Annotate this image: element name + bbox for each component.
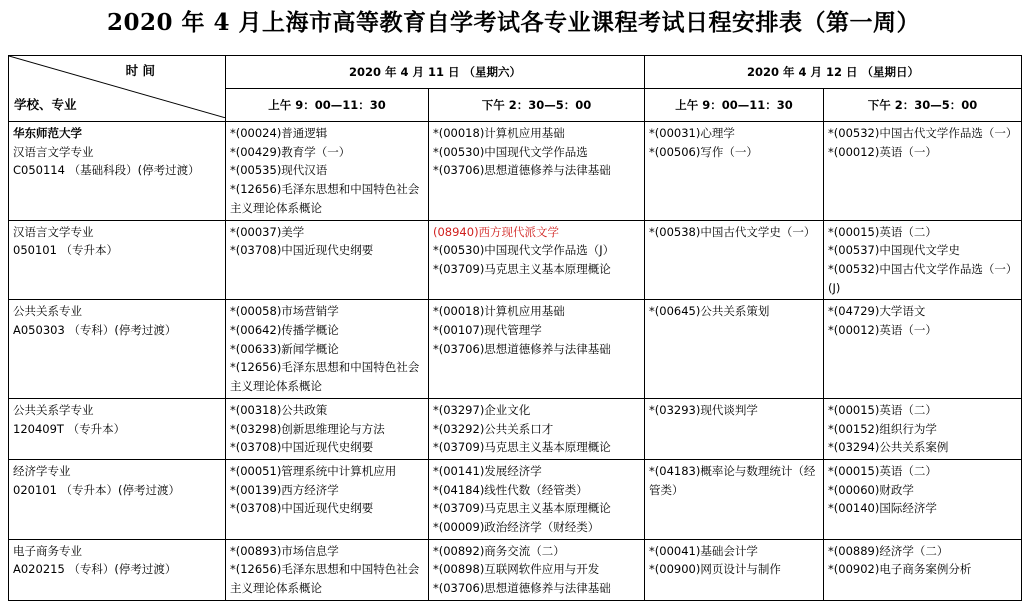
school-name: 华东师范大学 [13,126,82,140]
major-cell [9,459,226,539]
course-item: *(03706)思想道德修养与法律基础 [433,581,611,596]
course-item: *(03708)中国近现代史纲要 [230,501,374,516]
day2-am-cell [645,220,824,300]
course-item: *(00141)发展经济学 [433,463,542,478]
major-cell [9,539,226,600]
day1-header: 2020 年 4 月 11 日 （星期六） [226,56,645,89]
header-corner-cell [9,56,226,122]
major-cell [9,300,226,399]
course-item: *(03709)马克思主义基本原理概论 [433,501,611,516]
day2-am-cell [645,398,824,459]
day1-pm-cell [429,459,645,539]
course-item: *(03709)马克思主义基本原理概论 [433,440,611,455]
course-item: *(00506)写作（一） [649,144,758,159]
major-name: 汉语言文学专业 [13,224,94,239]
day1-pm-cell [429,300,645,399]
course-item: *(00893)市场信息学 [230,543,339,558]
course-item: *(00633)新闻学概论 [230,341,339,356]
course-item: *(00537)中国现代文学史 [828,243,960,258]
course-item: *(00015)英语（二） [828,402,937,417]
course-item: *(03293)现代谈判学 [649,402,758,417]
course-item: *(00015)英语（二） [828,463,937,478]
day1-am-cell [226,539,429,600]
course-item: *(00031)心理学 [649,126,735,140]
course-item: *(00645)公共关系策划 [649,304,770,319]
course-item: *(00060)财政学 [828,482,914,497]
course-item: *(00024)普通逻辑 [230,126,328,140]
page-title: 2020 年 4 月上海市高等教育自学考试各专业课程考试日程安排表（第一周） [106,9,921,36]
course-item: *(00642)传播学概论 [230,323,339,338]
table-row [9,300,1022,399]
major-code: C050114 （基础科段）(停考过渡） [13,163,200,178]
course-item: *(00139)西方经济学 [230,482,339,497]
course-item: *(03709)马克思主义基本原理概论 [433,261,611,276]
corner-time-label: 时 间 [125,63,155,78]
course-item: *(00530)中国现代文学作品选 [433,144,588,159]
major-name: 经济学专业 [13,463,71,478]
day1-pm-cell [429,220,645,300]
course-item: *(00530)中国现代文学作品选（J） [433,243,615,258]
day1-pm-header: 下午 2：30—5：00 [429,89,645,122]
course-item: *(00532)中国古代文学作品选（一）(J) [828,261,1012,295]
course-item: *(00898)互联网软件应用与开发 [433,562,600,577]
table-row [9,459,1022,539]
course-item: *(12656)毛泽东思想和中国特色社会主义理论体系概论 [230,562,420,596]
course-item: *(00018)计算机应用基础 [433,126,565,140]
course-item: *(00318)公共政策 [230,402,328,417]
major-cell [9,398,226,459]
major-code: A050303 （专科）(停考过渡） [13,323,177,338]
major-code: 120409T （专升本） [13,421,126,436]
course-item: *(00535)现代汉语 [230,163,328,178]
day1-am-cell [226,398,429,459]
day2-pm-cell [824,122,1022,221]
course-item: *(03298)创新思维理论与方法 [230,421,385,436]
course-item: *(00892)商务交流（二） [433,543,565,558]
course-item: *(00041)基础会计学 [649,543,758,558]
course-item: *(00900)网页设计与制作 [649,562,781,577]
course-item: *(12656)毛泽东思想和中国特色社会主义理论体系概论 [230,360,420,394]
table-row [9,122,1022,221]
day2-am-header: 上午 9：00—11：30 [645,89,824,122]
major-code: 050101 （专升本） [13,243,119,258]
day1-am-cell [226,459,429,539]
day2-am-cell [645,122,824,221]
course-item: *(03708)中国近现代史纲要 [230,243,374,258]
course-item: *(04729)大学语文 [828,304,926,319]
day1-pm-cell [429,122,645,221]
course-item: *(00009)政治经济学（财经类） [433,520,600,535]
course-item: *(03294)公共关系案例 [828,440,949,455]
course-item: *(00532)中国古代文学作品选（一） [828,126,1018,140]
day1-am-header: 上午 9：00—11：30 [226,89,429,122]
course-item: *(00037)美学 [230,224,305,239]
course-item: *(00018)计算机应用基础 [433,304,565,319]
day2-pm-cell [824,539,1022,600]
course-item: *(03706)思想道德修养与法律基础 [433,341,611,356]
course-item: *(03708)中国近现代史纲要 [230,440,374,455]
day2-am-cell [645,300,824,399]
major-cell [9,122,226,221]
course-item: *(00889)经济学（二） [828,543,949,558]
day2-pm-cell [824,300,1022,399]
major-name: 公共关系学专业 [13,402,94,417]
course-item: *(03292)公共关系口才 [433,421,554,436]
course-item-highlighted: (08940)西方现代派文学 [433,224,560,239]
day2-am-cell [645,539,824,600]
course-item: *(00058)市场营销学 [230,304,339,319]
major-name: 汉语言文学专业 [13,144,94,159]
course-item: *(00140)国际经济学 [828,501,937,516]
day1-am-cell [226,122,429,221]
day1-am-cell [226,220,429,300]
course-item: *(03706)思想道德修养与法律基础 [433,163,611,178]
day2-pm-cell [824,220,1022,300]
course-item: *(00015)英语（二） [828,224,937,239]
course-item: *(00429)教育学（一） [230,144,351,159]
major-code: A020215 （专科）(停考过渡） [13,562,177,577]
day2-pm-cell [824,398,1022,459]
day2-am-cell [645,459,824,539]
major-code: 020101 （专升本）(停考过渡） [13,482,181,497]
table-row [9,539,1022,600]
day1-pm-cell [429,539,645,600]
day1-am-cell [226,300,429,399]
course-item: *(00012)英语（一） [828,323,937,338]
major-cell [9,220,226,300]
table-row [9,220,1022,300]
day2-header: 2020 年 4 月 12 日 （星期日） [645,56,1022,89]
course-item: *(00107)现代管理学 [433,323,542,338]
course-item: *(12656)毛泽东思想和中国特色社会主义理论体系概论 [230,182,420,215]
course-item: *(04183)概率论与数理统计（经管类） [649,463,816,497]
schedule-table [8,55,1022,601]
course-item: *(00012)英语（一） [828,144,937,159]
course-item: *(04184)线性代数（经管类） [433,482,588,497]
course-item: *(00538)中国古代文学史（一） [649,224,816,239]
day1-pm-cell [429,398,645,459]
course-item: *(00051)管理系统中计算机应用 [230,463,397,478]
major-name: 电子商务专业 [13,543,82,558]
day2-pm-header: 下午 2：30—5：00 [824,89,1022,122]
corner-school-label: 学校、专业 [14,97,77,113]
day2-pm-cell [824,459,1022,539]
course-item: *(00902)电子商务案例分析 [828,562,972,577]
course-item: *(03297)企业文化 [433,402,531,417]
major-name: 公共关系专业 [13,304,82,319]
table-row [9,398,1022,459]
course-item: *(00152)组织行为学 [828,421,937,436]
